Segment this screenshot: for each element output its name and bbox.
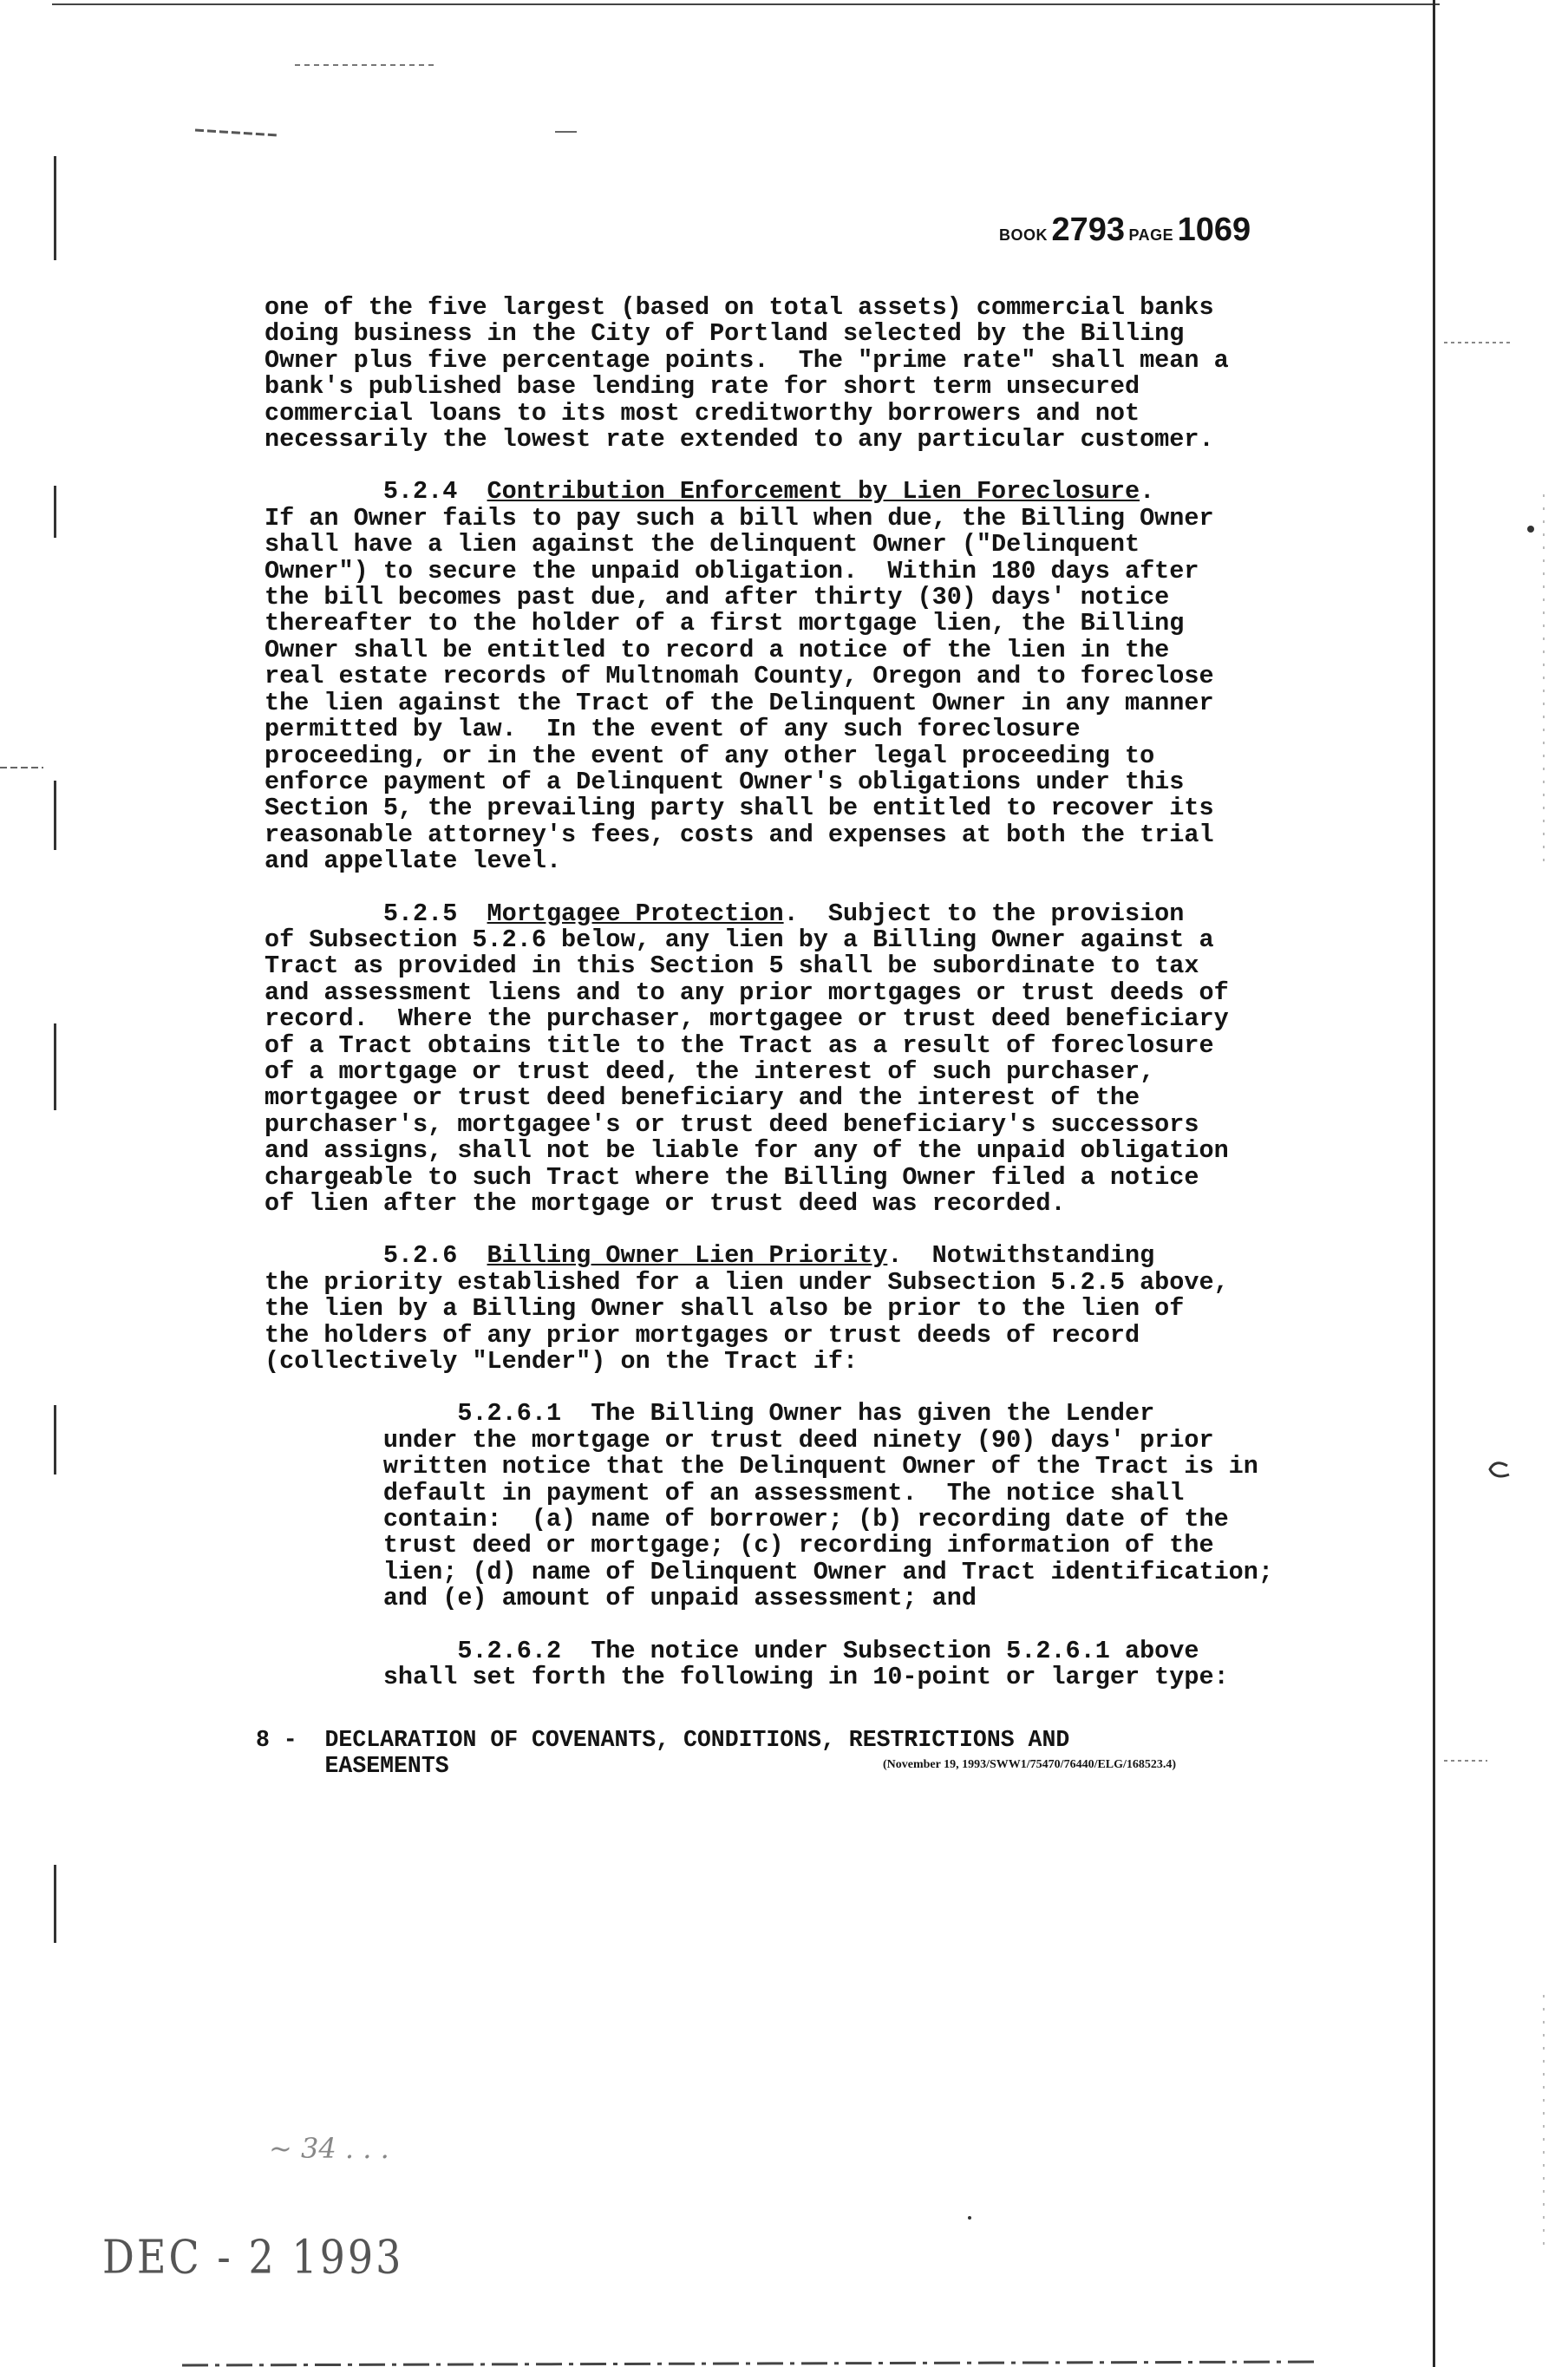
document-body	[265, 295, 1288, 1691]
book-label: BOOK	[999, 226, 1048, 244]
handwritten-mark: ~ 34 . . .	[269, 2132, 389, 2165]
page-label: PAGE	[1128, 226, 1174, 244]
section-heading: Contribution Enforcement by Lien Foreclosure	[487, 477, 1140, 507]
document-reference-code: (November 19, 1993/SWW1/75470/76440/ELG/168523.4)	[883, 1758, 1177, 1771]
section-5-2-4	[265, 479, 1288, 874]
section-number: 5.2.6	[265, 1241, 487, 1271]
section-heading: Mortgagee Protection	[487, 899, 784, 928]
footer-title-line-2: EASEMENTS	[256, 1753, 449, 1779]
footer-title-line-1: 8 - DECLARATION OF COVENANTS, CONDITIONS, RESTRICTIONS AND	[256, 1727, 1070, 1753]
section-5-2-6-2: 5.2.6.2 The notice under Subsection 5.2.6.1 above shall set forth the following in 10-point or larger type:	[382, 1636, 1229, 1692]
section-body: . Notwithstanding the priority established for a lien under Subsection 5.2.5 above, the lien by a Billing Owner shall also be prior to the lien of the holders of any prior mortgages or trust deeds of record (collectively "Lender") on the Tract if:	[265, 1241, 1229, 1376]
section-5-2-5	[265, 901, 1288, 1218]
section-body: . Subject to the provision of Subsection 5.2.6 below, any lien by a Billing Owner against a Tract as provided in this Section 5 shall be subordinate to tax and assessment liens and to any prior mortgages or trust deeds of record. Where the purchaser, mortgagee or trust deed beneficiary of a Tract obtains title to the Tract as a result of foreclosure of a mortgage or trust deed, the interest of such purchaser, mortgagee or trust deed beneficiary and the interest of the purchaser's, mortgagee's or trust deed beneficiary's successors and assigns, shall not be liable for any of the unpaid obligation chargeable to such Tract where the Billing Owner filed a notice of lien after the mortgage or trust deed was recorded.	[265, 899, 1229, 1218]
section-heading: Billing Owner Lien Priority	[487, 1241, 888, 1271]
section-5-2-6-1: 5.2.6.1 The Billing Owner has given the Lender under the mortgage or trust deed ninety (90) days' prior written notice that the Delinquent Owner of the Tract is in default in payment of an assessment. The notice shall contain: (a) name of borrower; (b) recording date of the trust deed or mortgage; (c) recording information of the lien; (d) name of Delinquent Owner and Tract identification; and (e) amount of unpaid assessment; and	[382, 1399, 1273, 1613]
section-number: 5.2.4	[265, 477, 487, 507]
section-5-2-6	[265, 1243, 1288, 1375]
section-body: . If an Owner fails to pay such a bill when due, the Billing Owner shall have a lien against the delinquent Owner ("Delinquent Owner") to secure the unpaid obligation. Within 180 days after the bill becomes past due, and after thirty (30) days' notice thereafter to the holder of a first mortgage lien, the Billing Owner shall be entitled to record a notice of the lien in the real estate records of Multnomah County, Oregon and to foreclose the lien against the Tract of the Delinquent Owner in any manner permitted by law. In the event of any such foreclosure proceeding, or in the event of any other legal proceeding to enforce payment of a Delinquent Owner's obligations under this Section 5, the prevailing party shall be entitled to recover its reasonable attorney's fees, costs and expenses at both the trial and appellate level.	[265, 477, 1214, 876]
section-number: 5.2.5	[265, 899, 487, 928]
page-footer	[256, 1727, 1297, 1779]
paragraph-prime-rate: one of the five largest (based on total assets) commercial banks doing business in the City of Portland selected by the Billing Owner plus five percentage points. The "prime rate" shall mean a bank's published base lending rate for short term unsecured commercial loans to its most creditworthy borrowers and not necessarily the lowest rate extended to any particular customer.	[265, 293, 1229, 454]
book-number: 2793	[1051, 212, 1125, 248]
page-number: 1069	[1177, 212, 1251, 248]
book-page-reference	[999, 212, 1251, 249]
date-stamp: DEC - 2 1993	[102, 2229, 404, 2285]
